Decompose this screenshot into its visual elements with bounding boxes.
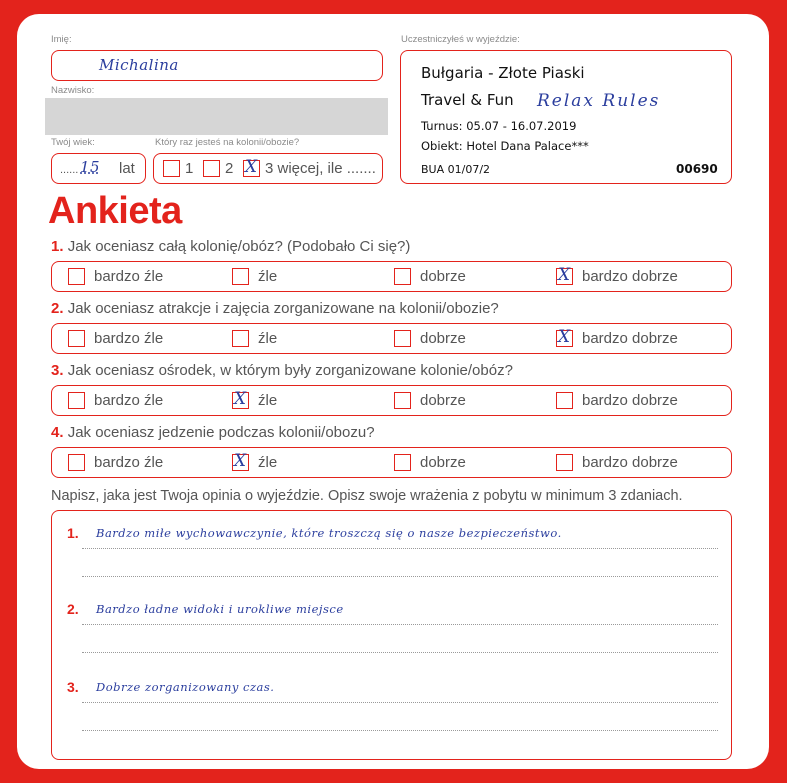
age-field[interactable] [51, 153, 146, 184]
trip-object: Obiekt: Hotel Dana Palace*** [421, 139, 589, 153]
rating-option-label: źle [258, 392, 278, 409]
question-1-text [51, 238, 410, 255]
trip-program: Travel & Fun [421, 91, 514, 109]
writing-line [82, 702, 718, 703]
trip-box [400, 50, 732, 184]
question-3-checkbox-2[interactable] [232, 389, 249, 409]
question-4-checkbox-2[interactable] [232, 451, 249, 471]
which-time-label: Który raz jesteś na kolonii/obozie? [155, 137, 300, 148]
check-mark: X [234, 389, 247, 409]
rating-option-label: bardzo dobrze [582, 392, 678, 409]
question-number: 3. [51, 362, 64, 379]
rating-option-label: bardzo źle [94, 392, 164, 409]
opinion-number: 2. [67, 601, 79, 617]
opinion-box[interactable] [51, 510, 732, 760]
question-label: Jak oceniasz ośrodek, w którym były zorganizowane kolonie/obóz? [67, 362, 513, 379]
question-2-checkbox-4[interactable] [556, 327, 573, 347]
question-4-checkbox-3[interactable] [394, 454, 411, 471]
which-time-option-1: 1 [185, 160, 194, 177]
question-2-text [51, 300, 499, 317]
participant-label: Uczestniczyłeś w wyjeździe: [401, 34, 520, 45]
writing-line [82, 730, 718, 731]
which-time-option-2: 2 [225, 160, 234, 177]
check-mark: X [234, 451, 247, 471]
question-label: Jak oceniasz atrakcje i zajęcia zorganizowane na kolonii/obozie? [67, 300, 499, 317]
question-2-checkbox-1[interactable] [68, 330, 85, 347]
question-3-checkbox-3[interactable] [394, 392, 411, 409]
which-time-check-mark: X [245, 157, 258, 177]
which-time-option-3: 3 więcej, ile ....... [265, 160, 376, 177]
which-time-checkbox-2[interactable] [203, 160, 220, 177]
question-label: Jak oceniasz jedzenie podczas kolonii/obozu? [67, 424, 375, 441]
question-3-checkbox-1[interactable] [68, 392, 85, 409]
trip-code: BUA 01/07/2 [421, 163, 491, 176]
question-4-checkbox-4[interactable] [556, 454, 573, 471]
name-value: Michalina [99, 56, 179, 74]
rating-option-label: bardzo źle [94, 268, 164, 285]
name-label: Imię: [51, 34, 72, 45]
question-1-checkbox-1[interactable] [68, 268, 85, 285]
age-unit: lat [119, 160, 135, 177]
opinion-text: Bardzo miłe wychowawczynie, które troszczą się o nasze bezpieczeństwo. [96, 526, 562, 540]
check-mark: X [558, 265, 571, 285]
opinion-prompt: Napisz, jaka jest Twoja opinia o wyjeździe. Opisz swoje wrażenia z pobytu w minimum 3 zdaniach. [51, 488, 683, 504]
question-2-checkbox-3[interactable] [394, 330, 411, 347]
opinion-text: Bardzo ładne widoki i urokliwe miejsce [96, 602, 344, 616]
opinion-text: Dobrze zorganizowany czas. [96, 680, 275, 694]
question-1-checkbox-4[interactable] [556, 265, 573, 285]
question-1-checkbox-2[interactable] [232, 268, 249, 285]
writing-line [82, 548, 718, 549]
age-value: 15 [80, 158, 101, 176]
question-4-text [51, 424, 375, 441]
rating-option-label: dobrze [420, 268, 466, 285]
trip-number: 00690 [676, 162, 718, 176]
which-time-checkbox-3[interactable] [243, 157, 260, 177]
question-number: 2. [51, 300, 64, 317]
question-3-checkbox-4[interactable] [556, 392, 573, 409]
rating-option-label: dobrze [420, 454, 466, 471]
question-2-checkbox-2[interactable] [232, 330, 249, 347]
opinion-number: 1. [67, 525, 79, 541]
trip-destination: Bułgaria - Złote Piaski [421, 64, 585, 82]
rating-option-label: bardzo źle [94, 330, 164, 347]
rating-option-label: bardzo dobrze [582, 268, 678, 285]
check-mark: X [558, 327, 571, 347]
survey-title: Ankieta [48, 190, 182, 232]
rating-option-label: bardzo źle [94, 454, 164, 471]
writing-line [82, 624, 718, 625]
question-3-text [51, 362, 513, 379]
question-number: 4. [51, 424, 64, 441]
age-dots: ...... [60, 164, 79, 176]
rating-option-label: źle [258, 330, 278, 347]
rating-option-label: bardzo dobrze [582, 330, 678, 347]
question-number: 1. [51, 238, 64, 255]
surname-redacted [45, 98, 388, 135]
trip-program-handwritten: Relax Rules [537, 91, 661, 111]
surname-label: Nazwisko: [51, 85, 95, 96]
rating-option-label: dobrze [420, 330, 466, 347]
question-label: Jak oceniasz całą kolonię/obóz? (Podobało Ci się?) [67, 238, 411, 255]
name-field[interactable] [51, 50, 383, 81]
rating-option-label: bardzo dobrze [582, 454, 678, 471]
age-label: Twój wiek: [51, 137, 95, 148]
opinion-number: 3. [67, 679, 79, 695]
rating-option-label: źle [258, 454, 278, 471]
which-time-checkbox-1[interactable] [163, 160, 180, 177]
which-time-field [153, 153, 383, 184]
rating-option-label: dobrze [420, 392, 466, 409]
question-1-checkbox-3[interactable] [394, 268, 411, 285]
rating-option-label: źle [258, 268, 278, 285]
question-4-checkbox-1[interactable] [68, 454, 85, 471]
trip-turnus: Turnus: 05.07 - 16.07.2019 [421, 119, 577, 133]
writing-line [82, 652, 718, 653]
writing-line [82, 576, 718, 577]
